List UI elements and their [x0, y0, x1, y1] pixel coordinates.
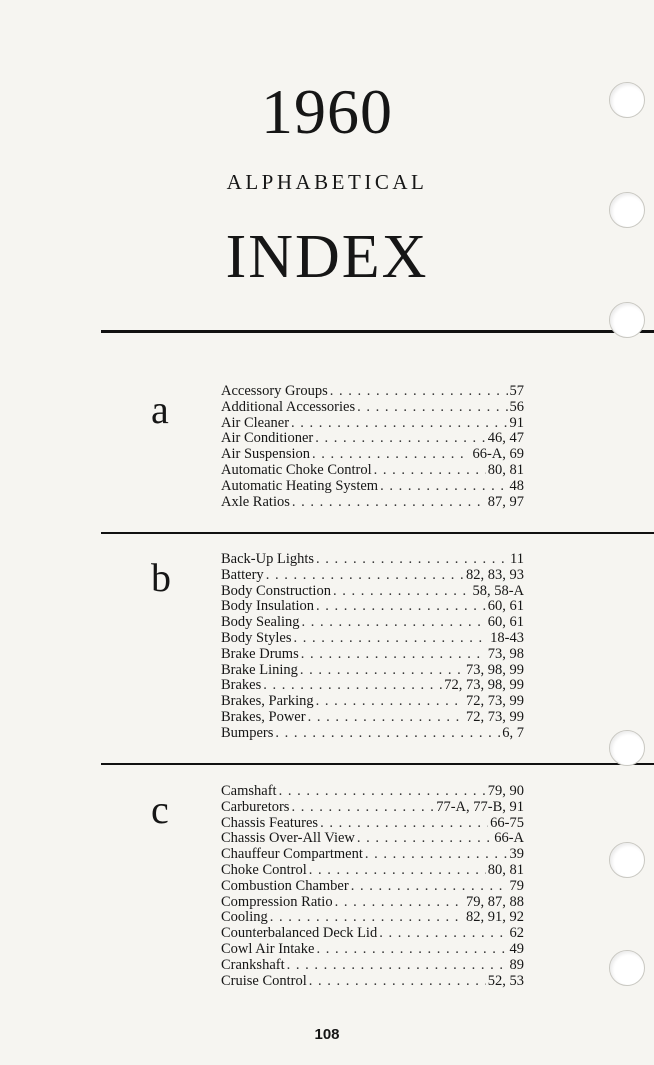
entry-pages: 77-A, 77-B, 91 [436, 798, 524, 815]
entry-name: Back-Up Lights [221, 551, 315, 567]
binder-hole [609, 302, 645, 338]
entry-pages: 66-75 [490, 814, 524, 831]
entry-pages: 79, 90 [487, 783, 524, 799]
entry-name: Camshaft [221, 783, 277, 799]
index-entry [221, 847, 524, 863]
entry-name: Brakes [221, 677, 262, 694]
entry-pages: 39 [509, 846, 524, 863]
entry-pages: 62 [509, 925, 524, 942]
section-letter-c: c [151, 787, 169, 832]
dot-leader [365, 847, 508, 863]
index-entry [221, 726, 524, 742]
index-entry [221, 942, 524, 958]
binder-hole [609, 950, 645, 986]
entry-name: Air Conditioner [221, 430, 314, 447]
dot-leader [357, 831, 492, 847]
dot-leader [275, 726, 500, 742]
dot-leader [316, 694, 464, 710]
entry-pages: 18-43 [490, 629, 524, 646]
entry-name: Automatic Heating System [221, 477, 379, 494]
binder-hole [609, 192, 645, 228]
section-entries-c [221, 784, 524, 989]
entry-pages: 80, 81 [487, 861, 524, 878]
section-divider [101, 330, 654, 333]
entry-name: Chassis Over-All View [221, 830, 355, 847]
entry-pages: 56 [509, 398, 524, 415]
dot-leader [300, 663, 464, 679]
dot-leader [302, 615, 486, 631]
index-entry [221, 615, 524, 631]
entry-name: Carburetors [221, 798, 290, 815]
index-entry [221, 495, 524, 511]
index-entry [221, 974, 524, 990]
entry-pages: 72, 73, 98, 99 [444, 677, 524, 694]
dot-leader [270, 910, 464, 926]
entry-name: Chauffeur Compartment [221, 846, 363, 863]
entry-pages: 58, 58-A [472, 582, 524, 599]
dot-leader [351, 879, 508, 895]
index-entry [221, 584, 524, 600]
index-entry [221, 710, 524, 726]
entry-name: Body Insulation [221, 598, 315, 615]
index-entry [221, 910, 524, 926]
entry-name: Crankshaft [221, 956, 285, 973]
entry-pages: 72, 73, 99 [466, 693, 524, 710]
entry-pages: 87, 97 [487, 493, 524, 510]
section-entries-b [221, 552, 524, 742]
dot-leader [291, 800, 434, 816]
entry-pages: 80, 81 [487, 461, 524, 478]
entry-pages: 72, 73, 99 [466, 708, 524, 725]
entry-name: Cruise Control [221, 972, 307, 989]
dot-leader [291, 416, 507, 432]
dot-leader [301, 647, 486, 663]
entry-pages: 91 [509, 414, 524, 431]
index-entry [221, 895, 524, 911]
dot-leader [279, 784, 486, 800]
subtitle-heading: ALPHABETICAL [226, 170, 428, 194]
index-entry [221, 416, 524, 432]
page-title: INDEX [225, 223, 429, 291]
index-entry [221, 816, 524, 832]
dot-leader [263, 678, 442, 694]
entry-name: Accessory Groups [221, 383, 328, 399]
entry-pages: 66-A, 69 [472, 446, 524, 463]
binder-hole [609, 730, 645, 766]
index-entry [221, 926, 524, 942]
entry-name: Counterbalanced Deck Lid [221, 925, 378, 942]
index-entry [221, 479, 524, 495]
index-entry [221, 647, 524, 663]
dot-leader [312, 447, 470, 463]
index-entry [221, 568, 524, 584]
dot-leader [379, 926, 507, 942]
entry-name: Bumpers [221, 724, 274, 741]
entry-name: Body Sealing [221, 614, 300, 631]
entry-pages: 89 [509, 956, 524, 973]
index-entry [221, 447, 524, 463]
index-entry [221, 384, 524, 400]
index-entry [221, 784, 524, 800]
dot-leader [294, 631, 489, 647]
index-entry [221, 663, 524, 679]
entry-name: Combustion Chamber [221, 877, 349, 894]
index-entry [221, 400, 524, 416]
section-letter-b: b [151, 555, 171, 600]
entry-pages: 79, 87, 88 [466, 893, 524, 910]
section-divider [101, 532, 654, 534]
entry-name: Brakes, Parking [221, 693, 314, 710]
entry-name: Cowl Air Intake [221, 940, 315, 957]
entry-pages: 60, 61 [487, 598, 524, 615]
section-divider [101, 763, 654, 765]
entry-pages: 66-A [494, 830, 524, 847]
entry-pages: 48 [509, 477, 524, 494]
entry-name: Axle Ratios [221, 493, 290, 510]
entry-pages: 82, 83, 93 [466, 566, 524, 583]
entry-name: Automatic Choke Control [221, 461, 372, 478]
index-entry [221, 831, 524, 847]
dot-leader [316, 942, 507, 958]
entry-pages: 46, 47 [487, 430, 524, 447]
dot-leader [320, 816, 488, 832]
entry-name: Battery [221, 566, 264, 583]
entry-name: Air Suspension [221, 446, 311, 463]
entry-pages: 73, 98 [487, 645, 524, 662]
dot-leader [266, 568, 464, 584]
index-entry [221, 463, 524, 479]
index-entry [221, 800, 524, 816]
index-entry [221, 879, 524, 895]
entry-pages: 52, 53 [487, 972, 524, 989]
entry-name: Brake Lining [221, 661, 298, 678]
index-entry [221, 552, 524, 568]
dot-leader [308, 710, 464, 726]
dot-leader [309, 863, 486, 879]
entry-name: Brake Drums [221, 645, 299, 662]
entry-pages: 82, 91, 92 [466, 909, 524, 926]
dot-leader [316, 599, 486, 615]
year-heading: 1960 [261, 76, 393, 147]
index-entry [221, 631, 524, 647]
dot-leader [357, 400, 507, 416]
entry-pages: 11 [510, 551, 524, 567]
binder-hole [609, 82, 645, 118]
dot-leader [287, 958, 508, 974]
dot-leader [292, 495, 486, 511]
page-number: 108 [314, 1026, 340, 1043]
entry-pages: 6, 7 [502, 724, 524, 741]
dot-leader [316, 552, 508, 568]
entry-name: Body Styles [221, 629, 292, 646]
dot-leader [309, 974, 486, 990]
entry-name: Additional Accessories [221, 398, 356, 415]
entry-pages: 79 [509, 877, 524, 894]
dot-leader [380, 479, 507, 495]
dot-leader [330, 384, 508, 400]
index-entry [221, 431, 524, 447]
entry-name: Body Construction [221, 582, 331, 599]
index-entry [221, 678, 524, 694]
dot-leader [374, 463, 486, 479]
dot-leader [335, 895, 464, 911]
entry-name: Choke Control [221, 861, 307, 878]
entry-name: Compression Ratio [221, 893, 333, 910]
section-letter-a: a [151, 387, 169, 432]
entry-name: Chassis Features [221, 814, 319, 831]
entry-name: Cooling [221, 909, 268, 926]
entry-pages: 60, 61 [487, 614, 524, 631]
entry-name: Air Cleaner [221, 414, 290, 431]
section-entries-a [221, 384, 524, 510]
binder-hole [609, 842, 645, 878]
entry-pages: 57 [509, 383, 524, 399]
dot-leader [333, 584, 470, 600]
dot-leader [315, 431, 486, 447]
index-entry [221, 958, 524, 974]
entry-name: Brakes, Power [221, 708, 306, 725]
index-entry [221, 863, 524, 879]
entry-pages: 49 [509, 940, 524, 957]
index-entry [221, 599, 524, 615]
entry-pages: 73, 98, 99 [466, 661, 524, 678]
index-entry [221, 694, 524, 710]
